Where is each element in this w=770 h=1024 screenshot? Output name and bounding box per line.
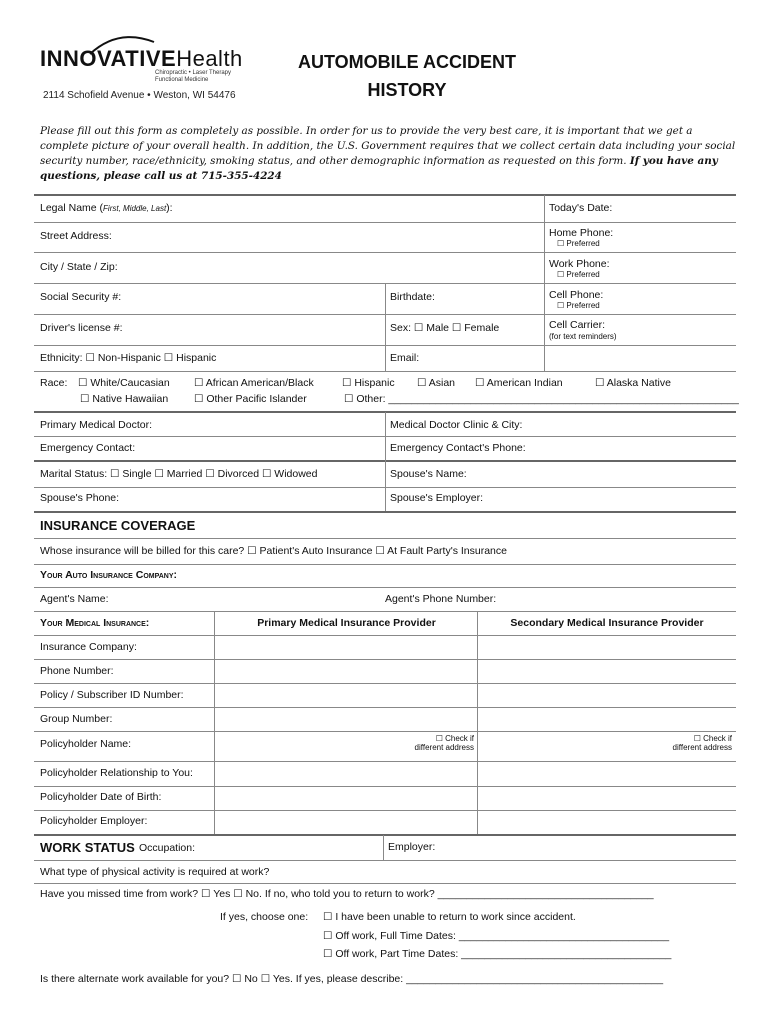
choose-one-label: If yes, choose one: bbox=[220, 911, 309, 923]
emergency-contact-field[interactable]: Emergency Contact: bbox=[40, 442, 136, 454]
policyholder-dob-row: Policyholder Date of Birth: bbox=[40, 791, 162, 803]
race-alaska-checkbox[interactable]: ☐ Alaska Native bbox=[595, 377, 671, 389]
off-work-full-time-checkbox[interactable]: ☐ Off work, Full Time Dates: ____________________________________ bbox=[323, 930, 670, 942]
secondary-provider-header: Secondary Medical Insurance Provider bbox=[510, 617, 704, 629]
home-phone-field[interactable]: Home Phone: bbox=[549, 227, 614, 239]
logo-tagline: Chiropractic • Laser Therapy Functional Medicine bbox=[155, 70, 232, 83]
divider bbox=[34, 194, 736, 196]
spouse-employer-field[interactable]: Spouse's Employer: bbox=[390, 492, 484, 504]
logo-health: Health bbox=[176, 46, 243, 71]
spouse-phone-field[interactable]: Spouse's Phone: bbox=[40, 492, 120, 504]
ssn-field[interactable]: Social Security #: bbox=[40, 291, 122, 303]
email-field[interactable]: Email: bbox=[390, 352, 420, 364]
agent-name-field[interactable]: Agent's Name: bbox=[40, 593, 109, 605]
policyholder-employer-row: Policyholder Employer: bbox=[40, 815, 148, 827]
insurance-company-row: Insurance Company: bbox=[40, 641, 137, 653]
agent-phone-field[interactable]: Agent's Phone Number: bbox=[385, 593, 497, 605]
logo-wordmark: INNOVATIVE bbox=[40, 46, 177, 71]
page-title: AUTOMOBILE ACCIDENT HISTORY bbox=[298, 52, 516, 100]
alternate-work-question[interactable]: Is there alternate work available for you? ☐ No ☐ Yes. If yes, please describe: ____________________________________________ bbox=[40, 973, 664, 985]
primary-provider-header: Primary Medical Insurance Provider bbox=[257, 617, 436, 629]
insurance-section-title: INSURANCE COVERAGE bbox=[40, 518, 196, 533]
birthdate-field[interactable]: Birthdate: bbox=[390, 291, 435, 303]
drivers-license-field[interactable]: Driver's license #: bbox=[40, 322, 123, 334]
race-hawaiian-checkbox[interactable]: ☐ Native Hawaiian bbox=[80, 393, 169, 405]
home-phone-preferred-checkbox[interactable]: ☐ Preferred bbox=[557, 239, 600, 248]
race-other-field[interactable]: ☐ Other: ____________________________________________________________ bbox=[344, 393, 739, 405]
legal-name-field[interactable]: Legal Name (First, Middle, Last): bbox=[40, 202, 173, 214]
primary-different-address-checkbox[interactable]: ☐ Check if different address bbox=[414, 734, 474, 752]
sex-checkboxes[interactable]: Sex: ☐ Male ☐ Female bbox=[390, 322, 500, 334]
group-number-row: Group Number: bbox=[40, 713, 113, 725]
city-state-zip-field[interactable]: City / State / Zip: bbox=[40, 261, 118, 273]
intro-text: Please fill out this form as completely as possible. In order for us to provide the very best care, it is important that we get a complete picture of your overall health. In addition, the U.S. Government requires that we collect certain data including your social security number, race/ethnicity, smoking status, and other demographic information as requested on this form. If you have any questions, please call us at 715-355-4224 bbox=[40, 125, 736, 182]
ethnicity-checkboxes[interactable]: Ethnicity: ☐ Non-Hispanic ☐ Hispanic bbox=[40, 352, 217, 364]
policyholder-name-row: Policyholder Name: bbox=[40, 738, 132, 750]
medical-insurance-label: Your Medical Insurance: bbox=[40, 617, 150, 629]
cell-phone-preferred-checkbox[interactable]: ☐ Preferred bbox=[557, 301, 600, 310]
primary-doctor-field[interactable]: Primary Medical Doctor: bbox=[40, 419, 153, 431]
cell-phone-field[interactable]: Cell Phone: bbox=[549, 289, 604, 301]
emergency-phone-field[interactable]: Emergency Contact's Phone: bbox=[390, 442, 526, 454]
clinic-address: 2114 Schofield Avenue • Weston, WI 54476 bbox=[43, 90, 236, 101]
work-phone-field[interactable]: Work Phone: bbox=[549, 258, 610, 270]
cell-carrier-hint: (for text reminders) bbox=[549, 332, 617, 341]
race-african-checkbox[interactable]: ☐ African American/Black bbox=[194, 377, 314, 389]
work-phone-preferred-checkbox[interactable]: ☐ Preferred bbox=[557, 270, 600, 279]
secondary-different-address-checkbox[interactable]: ☐ Check if different address bbox=[672, 734, 732, 752]
unable-to-return-checkbox[interactable]: ☐ I have been unable to return to work since accident. bbox=[323, 911, 576, 923]
policyholder-relationship-row: Policyholder Relationship to You: bbox=[40, 767, 193, 779]
missed-work-question[interactable]: Have you missed time from work? ☐ Yes ☐ No. If no, who told you to return to work? _____________________________________ bbox=[40, 888, 654, 900]
race-pacific-checkbox[interactable]: ☐ Other Pacific Islander bbox=[194, 393, 307, 405]
race-label: Race: bbox=[40, 377, 68, 389]
off-work-part-time-checkbox[interactable]: ☐ Off work, Part Time Dates: ____________________________________ bbox=[323, 948, 672, 960]
spouse-name-field[interactable]: Spouse's Name: bbox=[390, 468, 467, 480]
occupation-field[interactable]: Occupation: bbox=[139, 842, 196, 854]
physical-activity-field[interactable]: What type of physical activity is required at work? bbox=[40, 866, 270, 878]
marital-status-checkboxes[interactable]: Marital Status: ☐ Single ☐ Married ☐ Divorced ☐ Widowed bbox=[40, 468, 318, 480]
work-status-title: WORK STATUS bbox=[40, 840, 135, 855]
race-hispanic-checkbox[interactable]: ☐ Hispanic bbox=[342, 377, 395, 389]
race-asian-checkbox[interactable]: ☐ Asian bbox=[417, 377, 456, 389]
race-american-indian-checkbox[interactable]: ☐ American Indian bbox=[475, 377, 563, 389]
phone-number-row: Phone Number: bbox=[40, 665, 114, 677]
street-address-field[interactable]: Street Address: bbox=[40, 230, 112, 242]
clinic-city-field[interactable]: Medical Doctor Clinic & City: bbox=[390, 419, 523, 431]
todays-date-field[interactable]: Today's Date: bbox=[549, 202, 613, 214]
billed-insurance-checkboxes[interactable]: Whose insurance will be billed for this care? ☐ Patient's Auto Insurance ☐ At Fault Party's Insurance bbox=[40, 545, 507, 557]
logo-swoosh-icon bbox=[88, 34, 158, 56]
cell-carrier-field[interactable]: Cell Carrier: bbox=[549, 319, 606, 331]
race-white-checkbox[interactable]: ☐ White/Caucasian bbox=[78, 377, 170, 389]
employer-field[interactable]: Employer: bbox=[388, 841, 436, 853]
auto-insurance-company-field[interactable]: Your Auto Insurance Company: bbox=[40, 569, 178, 581]
policy-id-row: Policy / Subscriber ID Number: bbox=[40, 689, 184, 701]
